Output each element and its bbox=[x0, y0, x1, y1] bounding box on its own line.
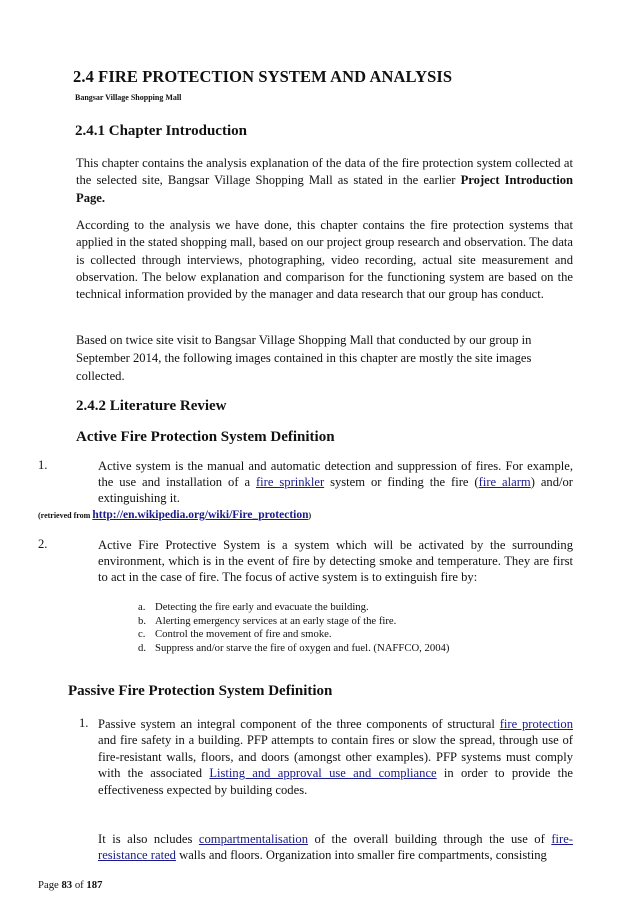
passive-item-1-text bbox=[98, 716, 573, 798]
list-item-text: Alerting emergency services at an early stage of the fire. bbox=[155, 614, 397, 627]
intro-p1-bold: Project Introduction Page. bbox=[76, 173, 573, 205]
fire-alarm-link[interactable]: fire alarm bbox=[478, 475, 531, 490]
page-label: Page bbox=[38, 879, 59, 891]
section-title: 2.4 FIRE PROTECTION SYSTEM AND ANALYSIS bbox=[73, 67, 453, 86]
list-item-text: Control the movement of fire and smoke. bbox=[155, 628, 332, 641]
list-item bbox=[138, 601, 578, 615]
intro-paragraph-2: According to the analysis we have done, this chapter contains the fire protection systems that applied in the stated shopping mall, based on our project group research and observation. The data is collected through interviews, photographing, video recording, actual site measurement and observation. The below explanation and comparison for the functioning system are based on the technical information provided by the manager and data research that our group has conduct. bbox=[76, 218, 573, 302]
fire-resistance-rated-link[interactable]: fire-resistance rated bbox=[98, 832, 573, 863]
page-footer bbox=[38, 879, 102, 891]
active-item-1-part1: Active system is the manual and automatic detection and suppression of fires. For example, the use and installation of a bbox=[98, 459, 573, 490]
chapter-intro-heading: 2.4.1 Chapter Introduction bbox=[75, 123, 247, 139]
active-item-1-part3: ) and/or extinguishing it. bbox=[98, 475, 573, 506]
list-item-text: Suppress and/or starve the fire of oxygen and fuel. (NAFFCO, 2004) bbox=[155, 641, 450, 654]
source-prefix: (retrieved from bbox=[38, 511, 91, 520]
intro-p1-text: This chapter contains the analysis explanation of the data of the fire protection system collected at the selected site, Bangsar Village Shopping Mall as stated in the earlier bbox=[76, 156, 573, 188]
list-item-letter: b. bbox=[138, 614, 147, 627]
source-suffix: ) bbox=[308, 511, 312, 520]
literature-review-heading: 2.4.2 Literature Review bbox=[76, 398, 227, 414]
passive-part6: walls and floors. Organization into smaller fire compartments, consisting bbox=[179, 848, 547, 863]
passive-item-1-number: 1. bbox=[79, 716, 89, 730]
passive-part4: It is also ncludes bbox=[98, 832, 193, 846]
list-item-text: Detecting the fire early and evacuate the building. bbox=[155, 601, 369, 613]
list-item bbox=[138, 628, 578, 642]
passive-part1: Passive system an integral component of the three components of structural bbox=[98, 717, 495, 731]
active-functions-list bbox=[138, 601, 578, 655]
active-item-2-number: 2. bbox=[38, 537, 48, 551]
active-definition-heading: Active Fire Protection System Definition bbox=[76, 429, 335, 445]
intro-paragraph-1 bbox=[76, 155, 573, 207]
wikipedia-source-link[interactable]: http://en.wikipedia.org/wiki/Fire_protection bbox=[92, 509, 309, 521]
passive-item-1-continued bbox=[98, 831, 573, 864]
list-item bbox=[138, 615, 578, 629]
list-item-letter: d. bbox=[138, 641, 147, 654]
passive-part3: in order to provide the effectiveness expected by building codes. bbox=[98, 766, 573, 797]
active-item-1-part2: system or finding the fire ( bbox=[330, 475, 479, 490]
page-number: 83 bbox=[61, 879, 73, 891]
page-total: 187 bbox=[86, 879, 103, 891]
passive-part5: of the overall building through the use of bbox=[314, 832, 545, 846]
page-of-label: of bbox=[74, 879, 84, 891]
fire-protection-link[interactable]: fire protection bbox=[499, 717, 574, 731]
section-subtitle: Bangsar Village Shopping Mall bbox=[75, 93, 182, 102]
compartmentalisation-link[interactable]: compartmentalisation bbox=[198, 832, 309, 846]
listing-approval-link[interactable]: Listing and approval use and compliance bbox=[209, 766, 437, 781]
fire-sprinkler-link[interactable]: fire sprinkler bbox=[255, 475, 325, 490]
list-item-letter: a. bbox=[138, 601, 146, 613]
passive-definition-heading: Passive Fire Protection System Definition bbox=[68, 683, 333, 699]
active-item-1-number: 1. bbox=[38, 458, 48, 472]
passive-part2: and fire safety in a building. PFP attempts to contain fires or slow the spread, through use of fire-resistant walls, floors, and doors (amongst other examples). PFP systems must comply with the associated bbox=[98, 733, 573, 781]
active-item-2-text: Active Fire Protective System is a system which will be activated by the surrounding environment, which is in the event of fire by detecting smoke and temperature. They are first to act in the case of fire. The focus of active system is to extinguish fire by: bbox=[98, 538, 573, 585]
intro-paragraph-3: Based on twice site visit to Bangsar Village Shopping Mall that conducted by our group in September 2014, the following images contained in this chapter are mostly the site images collected. bbox=[76, 333, 532, 383]
source-citation bbox=[38, 509, 311, 521]
active-item-1-text bbox=[98, 458, 573, 507]
list-item-letter: c. bbox=[138, 628, 146, 641]
list-item bbox=[138, 642, 578, 656]
